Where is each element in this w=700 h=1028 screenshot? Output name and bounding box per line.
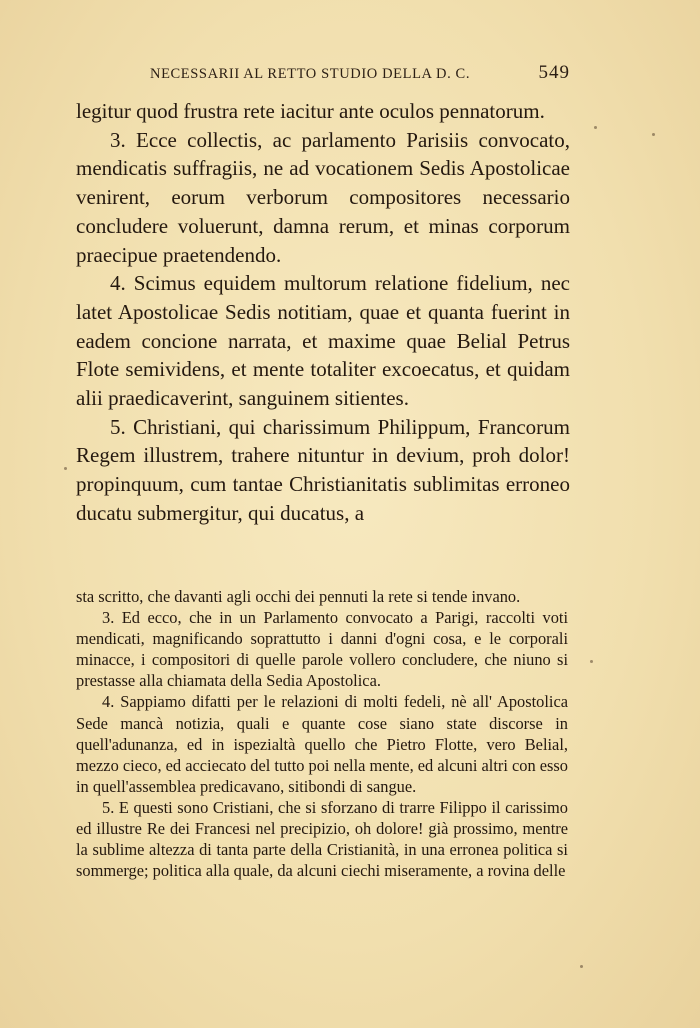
- latin-paragraph-1: legitur quod frustra rete iacitur ante oculos pennatorum.: [76, 99, 545, 123]
- paper-speck: [594, 126, 597, 129]
- latin-paragraph-4: 5. Christiani, qui charissimum Philippum, Francorum Regem illustrem, trahere nituntur in devium, proh dolor! propinquum, cum tantae Christianitatis sublimitas erroneo ducatu submergitur, qui ducatus, a: [76, 414, 570, 525]
- latin-paragraph-3: 4. Scimus equidem multorum relatione fidelium, nec latet Apostolicae Sedis notitiam, quae et quanta fuerint in eadem concione narrata, et maxime quae Belial Petrus Flote semividens, et mente totaliter excoecatus, et quidam alii praedicaverint, sanguinem sitientes.: [76, 271, 570, 411]
- running-head-title: NECESSARII AL RETTO STUDIO DELLA D. C.: [150, 66, 471, 82]
- latin-paragraph-2: 3. Ecce collectis, ac parlamento Parisiis convocato, mendicatis suffragiis, ne ad vocationem Sedis Apostolicae venirent, eorum verborum compositores necessario concludere voluerunt, damna rerum, et minas corporum praecipue praetendendo.: [76, 127, 570, 267]
- paper-speck: [590, 660, 593, 663]
- paper-speck: [64, 467, 67, 470]
- italian-paragraph-2: 3. Ed ecco, che in un Parlamento convocato a Parigi, raccolti voti mendicati, magnificando soprattutto i danni d'ogni cosa, e le corporali minacce, i compositori di quelle parole vollero concludere, che niuno si prestasse alla chiamata della Sedia Apostolica.: [76, 608, 568, 691]
- paper-speck: [580, 965, 583, 968]
- latin-text-block: [76, 97, 570, 528]
- paper-speck: [652, 133, 655, 136]
- italian-paragraph-4: 5. E questi sono Cristiani, che si sforzano di trarre Filippo il carissimo ed illustre Re dei Francesi nel precipizio, oh dolore! già prossimo, mentre la sublime altezza di tanta parte della Cristianità, in una erronea politica si sommerge; politica alla quale, da alcuni ciechi miseramente, a rovina delle: [76, 797, 568, 881]
- running-head: [150, 62, 570, 88]
- italian-translation-block: [76, 586, 568, 881]
- italian-paragraph-3: 4. Sappiamo difatti per le relazioni di molti fedeli, nè all' Apostolica Sede mancà notizia, quali e quante cose siano state discorse in quell'adunanza, ed in ispezialtà quello che Pietro Flotte, vero Belial, mezzo cieco, ed acciecato del tutto poi nella mente, ed alcuni altri con esso in quell'assemblea predicavano, sitibondi di sangue.: [76, 692, 568, 796]
- page-number: 549: [538, 62, 570, 83]
- italian-paragraph-1: sta scritto, che davanti agli occhi dei pennuti la rete si tende invano.: [76, 587, 521, 606]
